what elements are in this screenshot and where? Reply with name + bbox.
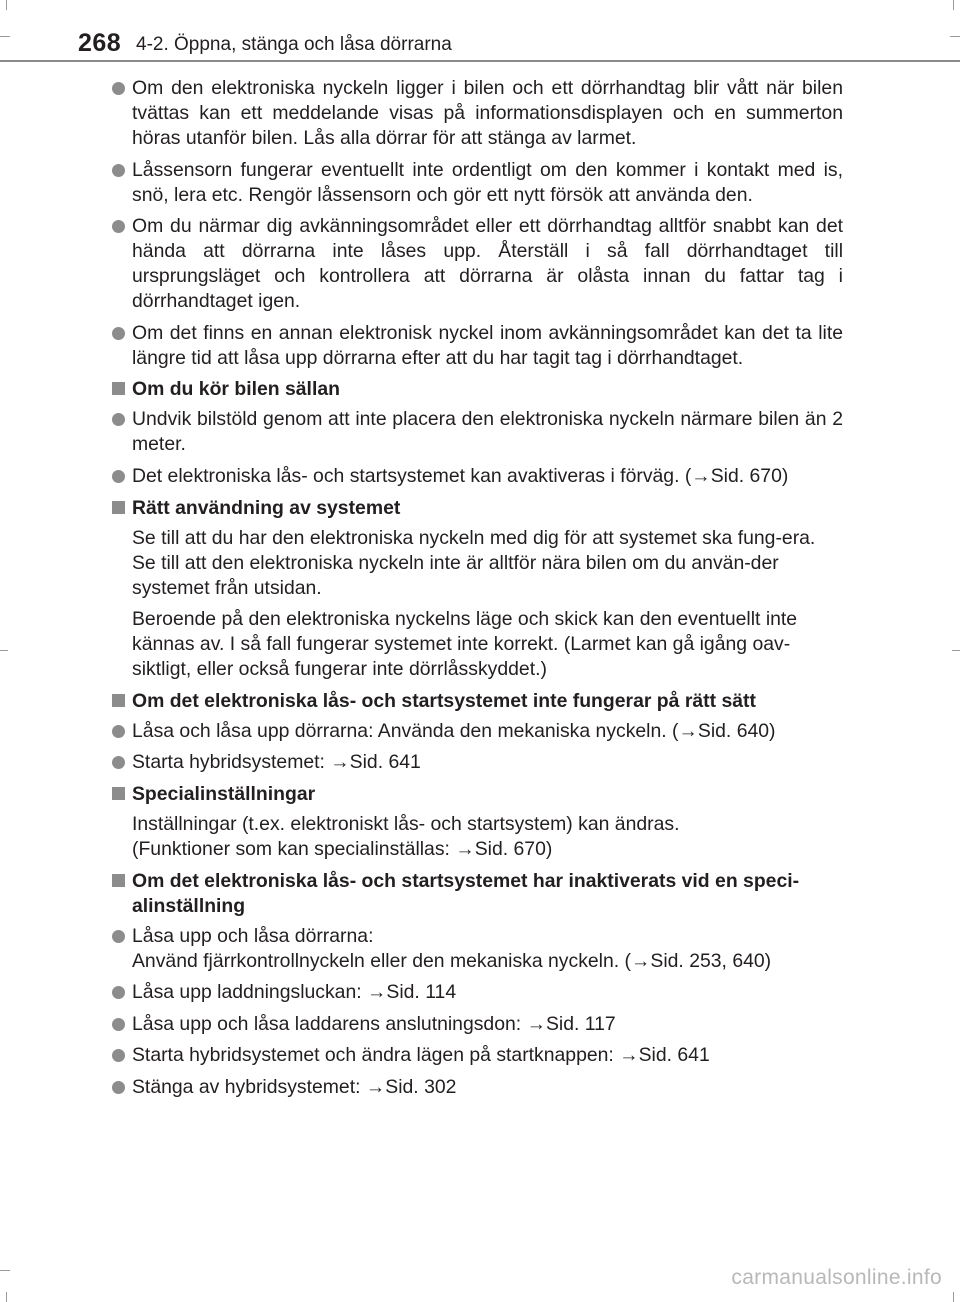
crop-mark — [6, 1292, 7, 1302]
crop-mark — [0, 1270, 10, 1271]
bullet-text: Det elektroniska lås- och startsystemet kan avaktiveras i förväg. (→Sid. 670) — [132, 464, 789, 487]
bullet-dot-icon — [112, 220, 125, 233]
bullet-dot-icon — [112, 1018, 125, 1031]
bullet-text: Starta hybridsystemet och ändra lägen på startknappen: →Sid. 641 — [132, 1044, 710, 1067]
bullet-dot-icon — [112, 725, 125, 738]
list-item — [110, 214, 843, 314]
crop-mark — [0, 36, 10, 37]
heading-square-icon — [112, 382, 125, 395]
list-item — [110, 719, 843, 744]
para-text: Inställningar (t.ex. elektroniskt lås- och startsystem) kan ändras. (Funktioner som kan specialinställas: →Sid. 670) — [132, 812, 680, 860]
bullet-dot-icon — [112, 1049, 125, 1062]
watermark: carmanualsonline.info — [731, 1266, 942, 1289]
header-rule — [0, 60, 960, 62]
crop-mark — [0, 650, 8, 651]
heading-text: Om det elektroniska lås- och startsystemet har inaktiverats vid en speci-alinställning — [132, 869, 800, 917]
bullet-text: Starta hybridsystemet: →Sid. 641 — [132, 751, 421, 774]
section-heading — [110, 689, 843, 714]
bullet-text: Om du närmar dig avkänningsområdet eller ett dörrhandtag alltför snabbt kan det hända att dörrarna inte låses upp. Återställ i så fall dörrhandtaget till ursprungsläget och kontrollera att dörrarna är olåsta innan du fattar tag i dörrhandtaget igen. — [132, 215, 843, 313]
bullet-dot-icon — [112, 327, 125, 340]
paragraph — [110, 607, 843, 682]
bullet-dot-icon — [112, 930, 125, 943]
bullet-text: Om den elektroniska nyckeln ligger i bilen och ett dörrhandtag blir vått när bilen tvättas kan ett meddelande visas på informationsdisplayen och en summerton höras utanför bilen. Lås alla dörrar för att stänga av larmet. — [132, 77, 843, 149]
bullet-dot-icon — [112, 756, 125, 769]
bullet-text: Om det finns en annan elektronisk nyckel inom avkänningsområdet kan det ta lite längre tid att låsa upp dörrarna efter att du har tagit tag i dörrhandtaget. — [132, 321, 843, 369]
page-header — [78, 28, 958, 60]
heading-square-icon — [112, 501, 125, 514]
bullet-text: Låssensorn fungerar eventuellt inte ordentligt om den kommer i kontakt med is, snö, lera etc. Rengör låssensorn och gör ett nytt försök att använda den. — [132, 158, 843, 206]
heading-square-icon — [112, 787, 125, 800]
bullet-text: Låsa och låsa upp dörrarna: Använda den mekaniska nyckeln. (→Sid. 640) — [132, 719, 776, 742]
list-item — [110, 924, 843, 974]
crop-mark — [953, 0, 954, 10]
list-item — [110, 321, 843, 371]
heading-text: Rätt användning av systemet — [132, 496, 401, 519]
crop-mark — [6, 0, 7, 10]
heading-text: Specialinställningar — [132, 782, 316, 805]
section-heading — [110, 377, 843, 402]
list-item — [110, 464, 843, 489]
manual-body — [110, 76, 843, 1107]
list-item — [110, 1012, 843, 1037]
para-text: Beroende på den elektroniska nyckelns läge och skick kan den eventuellt inte kännas av. I så fall fungerar systemet inte korrekt. (Larmet kan gå igång oav-siktligt, eller också fungerar inte dörrlåsskyddet.) — [132, 608, 798, 681]
list-item — [110, 1075, 843, 1100]
bullet-text: Stänga av hybridsystemet: →Sid. 302 — [132, 1075, 457, 1098]
bullet-text: Låsa upp och låsa dörrarna: Använd fjärrkontrollnyckeln eller den mekaniska nyckeln. (→Sid. 253, 640) — [132, 924, 772, 972]
list-item — [110, 407, 843, 457]
crop-mark — [953, 1292, 954, 1302]
paragraph — [110, 526, 843, 601]
list-item — [110, 1043, 843, 1068]
heading-text: Om du kör bilen sällan — [132, 378, 340, 401]
bullet-text: Låsa upp och låsa laddarens anslutningsdon: →Sid. 117 — [132, 1012, 616, 1035]
list-item — [110, 158, 843, 208]
section-heading — [110, 782, 843, 807]
heading-text: Om det elektroniska lås- och startsystemet inte fungerar på rätt sätt — [132, 689, 756, 712]
page-number: 268 — [78, 29, 122, 57]
bullet-text: Undvik bilstöld genom att inte placera den elektroniska nyckeln närmare bilen än 2 meter. — [132, 408, 843, 456]
bullet-dot-icon — [112, 164, 125, 177]
bullet-dot-icon — [112, 1081, 125, 1094]
bullet-dot-icon — [112, 470, 125, 483]
section-heading — [110, 869, 843, 919]
list-item — [110, 980, 843, 1005]
para-text: Se till att du har den elektroniska nyckeln med dig för att systemet ska fung-era. Se till att den elektroniska nyckeln inte är alltför nära bilen om du använ-der systemet från utsidan. — [132, 526, 816, 599]
crop-mark — [952, 650, 960, 651]
chapter-title: 4-2. Öppna, stänga och låsa dörrarna — [136, 34, 452, 55]
heading-square-icon — [112, 874, 125, 887]
heading-square-icon — [112, 694, 125, 707]
bullet-dot-icon — [112, 82, 125, 95]
bullet-dot-icon — [112, 413, 125, 426]
list-item — [110, 76, 843, 151]
section-heading — [110, 496, 843, 521]
list-item — [110, 750, 843, 775]
bullet-text: Låsa upp laddningsluckan: →Sid. 114 — [132, 981, 457, 1004]
paragraph — [110, 812, 843, 862]
bullet-dot-icon — [112, 986, 125, 999]
